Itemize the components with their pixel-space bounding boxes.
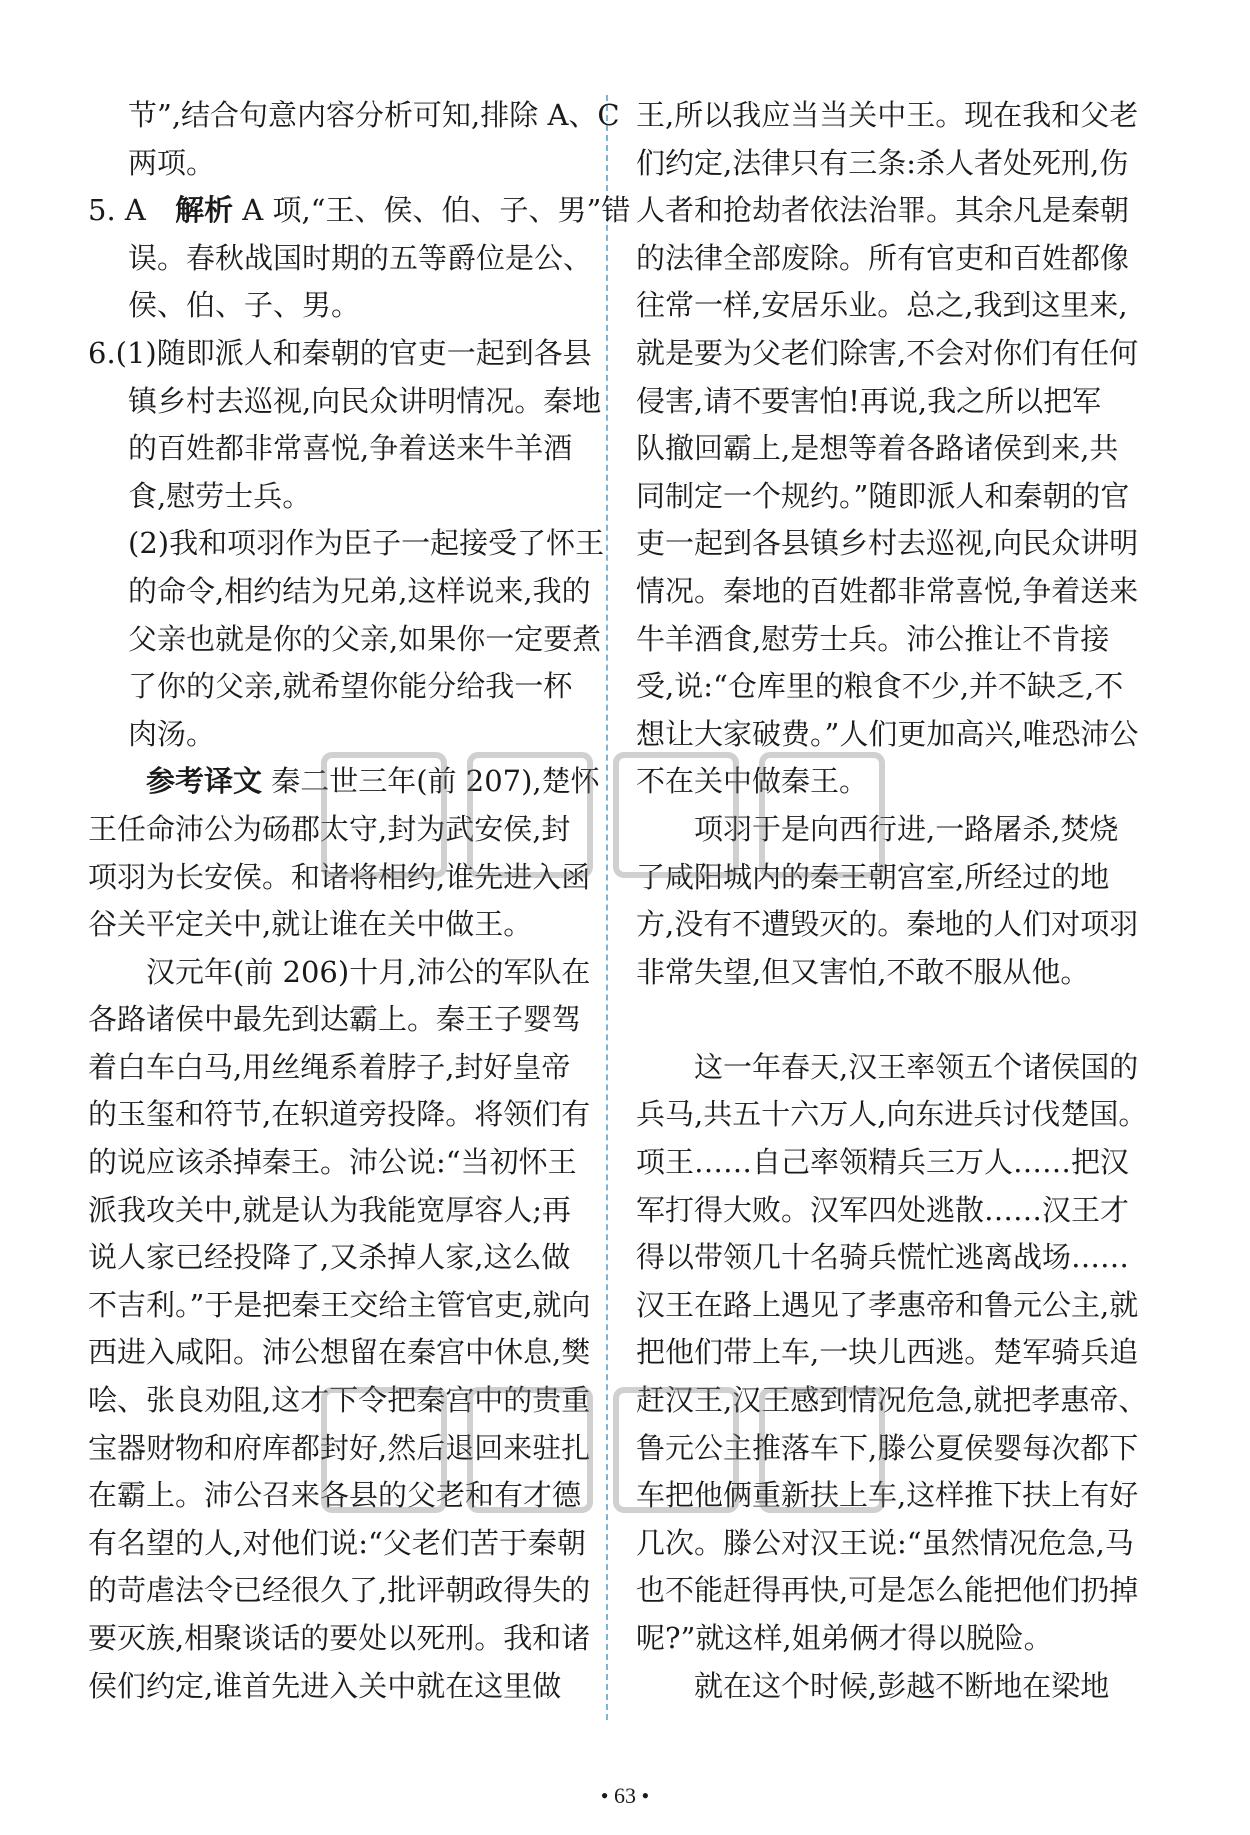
text-line: 了你的父亲,就希望你能分给我一杯 xyxy=(128,669,573,704)
text-line: 的玉玺和符节,在轵道旁投降。将领们有 xyxy=(88,1097,591,1132)
text-line: 同制定一个规约。”随即派人和秦朝的官 xyxy=(636,478,1130,513)
text-line: 节”,结合句意内容分析可知,排除 A、C xyxy=(128,98,620,132)
text-line: 不在关中做秦王。 xyxy=(636,764,869,799)
text-line: 镇乡村去巡视,向民众讲明情况。秦地 xyxy=(128,383,602,418)
left-column xyxy=(88,92,631,1710)
text-line: 项羽为长安侯。和诸将相约,谁先进入函 xyxy=(88,859,591,894)
text-line: 鲁元公主推落车下,滕公夏侯婴每次都下 xyxy=(636,1430,1139,1465)
text-line: (2)我和项羽作为臣子一起接受了怀王 xyxy=(128,526,605,561)
text-line: 这一年春天,汉王率领五个诸侯国的 xyxy=(694,1049,1139,1084)
right-column xyxy=(636,92,1148,1710)
text-line: 西进入咸阳。沛公想留在秦宫中休息,樊 xyxy=(88,1335,591,1370)
page-number: • 63 • xyxy=(600,1783,650,1808)
text-line: 肉汤。 xyxy=(128,716,216,751)
text-line: 了咸阳城内的秦王朝宫室,所经过的地 xyxy=(636,859,1110,894)
text-line: 说人家已经投降了,又杀掉人家,这么做 xyxy=(88,1240,571,1275)
text-line: 方,没有不遭毁灭的。秦地的人们对项羽 xyxy=(636,907,1139,942)
text-line: 赶汉王,汉王感到情况危急,就把孝惠帝、 xyxy=(636,1383,1148,1418)
text-line: 项羽于是向西行进,一路屠杀,焚烧 xyxy=(694,811,1119,846)
text-line: 的命令,相约结为兄弟,这样说来,我的 xyxy=(128,573,591,608)
text-line: 想让大家破费。”人们更加高兴,唯恐沛公 xyxy=(636,716,1139,751)
text-line: 非常失望,但又害怕,不敢不服从他。 xyxy=(636,954,1090,989)
analysis-label: 解析 xyxy=(175,193,234,228)
reference-translation-line xyxy=(88,758,600,806)
text-line: 王,所以我应当当关中王。现在我和父老 xyxy=(636,98,1139,132)
answer-text: A 项,“王、侯、伯、子、男”错 xyxy=(233,193,631,228)
text-line: 情况。秦地的百姓都非常喜悦,争着送来 xyxy=(636,573,1139,608)
text-line: 人者和抢劫者依法治罪。其余凡是秦朝 xyxy=(636,193,1130,228)
text-line: 着白车白马,用丝绳系着脖子,封好皇帝 xyxy=(88,1049,571,1084)
text-line: 队撤回霸上,是想等着各路诸侯到来,共 xyxy=(636,431,1119,466)
text-line: 就在这个时候,彭越不断地在梁地 xyxy=(694,1668,1110,1703)
text-line: 哙、张良劝阻,这才下令把秦宫中的贵重 xyxy=(88,1383,591,1418)
text-line: 也不能赶得再快,可是怎么能把他们扔掉 xyxy=(636,1573,1139,1608)
text-line: 的苛虐法令已经很久了,批评朝政得失的 xyxy=(88,1573,591,1608)
text-line: 各路诸侯中最先到达霸上。秦王子婴驾 xyxy=(88,1002,582,1037)
text-line: 牛羊酒食,慰劳士兵。沛公推让不肯接 xyxy=(636,621,1110,656)
text-span: 秦二世三年(前 207),楚怀 xyxy=(262,764,600,799)
paragraph-gap xyxy=(636,996,1136,1044)
text-line: 的法律全部废除。所有官吏和百姓都像 xyxy=(636,240,1130,275)
text-line: 把他们带上车,一块儿西逃。楚军骑兵追 xyxy=(636,1335,1139,1370)
text-line: 汉王在路上遇见了孝惠帝和鲁元公主,就 xyxy=(636,1287,1139,1322)
text-line: 谷关平定关中,就让谁在关中做王。 xyxy=(88,907,533,942)
text-line: 在霸上。沛公召来各县的父老和有才德 xyxy=(88,1478,582,1513)
text-line: 侯、伯、子、男。 xyxy=(128,288,361,323)
text-line: 父亲也就是你的父亲,如果你一定要煮 xyxy=(128,621,602,656)
text-line: 派我攻关中,就是认为我能宽厚容人;再 xyxy=(88,1192,571,1227)
text-line: 军打得大败。汉军四处逃散……汉王才 xyxy=(636,1192,1130,1227)
text-line: 得以带领几十名骑兵慌忙逃离战场…… xyxy=(636,1240,1130,1275)
text-line: 的百姓都非常喜悦,争着送来牛羊酒 xyxy=(128,431,573,466)
text-line: 侯们约定,谁首先进入关中就在这里做 xyxy=(88,1668,562,1703)
text-line: 受,说:“仓库里的粮食不少,并不缺乏,不 xyxy=(636,669,1124,704)
text-line: 王任命沛公为砀郡太守,封为武安侯,封 xyxy=(88,811,571,846)
reference-label: 参考译文 xyxy=(146,764,263,799)
answer-6-line: 6.(1)随即派人和秦朝的官吏一起到各县 xyxy=(88,335,592,370)
text-line: 项王……自己率领精兵三万人……把汉 xyxy=(636,1145,1130,1180)
text-line: 兵马,共五十六万人,向东进兵讨伐楚国。 xyxy=(636,1097,1148,1132)
text-line: 宝器财物和府库都封好,然后退回来驻扎 xyxy=(88,1430,591,1465)
text-line: 就是要为父老们除害,不会对你们有任何 xyxy=(636,335,1139,370)
answer-5-line xyxy=(88,187,631,235)
text-line: 往常一样,安居乐业。总之,我到这里来, xyxy=(636,288,1128,323)
text-line: 呢?”就这样,姐弟俩才得以脱险。 xyxy=(636,1621,1053,1655)
column-divider xyxy=(606,95,608,1720)
text-line: 的说应该杀掉秦王。沛公说:“当初怀王 xyxy=(88,1145,577,1180)
text-line: 们约定,法律只有三条:杀人者处死刑,伤 xyxy=(636,145,1129,180)
question-number: 5. A xyxy=(88,193,146,228)
text-line: 汉元年(前 206)十月,沛公的军队在 xyxy=(146,954,591,989)
text-line: 侵害,请不要害怕!再说,我之所以把军 xyxy=(636,383,1102,418)
text-line: 要灭族,相聚谈话的要处以死刑。我和诸 xyxy=(88,1621,591,1655)
text-line: 几次。滕公对汉王说:“虽然情况危急,马 xyxy=(636,1525,1134,1560)
text-line: 有名望的人,对他们说:“父老们苦于秦朝 xyxy=(88,1525,586,1560)
text-line: 不吉利。”于是把秦王交给主管官吏,就向 xyxy=(88,1287,591,1322)
text-line: 两项。 xyxy=(128,145,216,180)
text-line: 误。春秋战国时期的五等爵位是公、 xyxy=(128,240,593,275)
text-line: 车把他俩重新扶上车,这样推下扶上有好 xyxy=(636,1478,1139,1513)
text-line: 食,慰劳士兵。 xyxy=(128,478,312,513)
text-line: 吏一起到各县镇乡村去巡视,向民众讲明 xyxy=(636,526,1139,561)
